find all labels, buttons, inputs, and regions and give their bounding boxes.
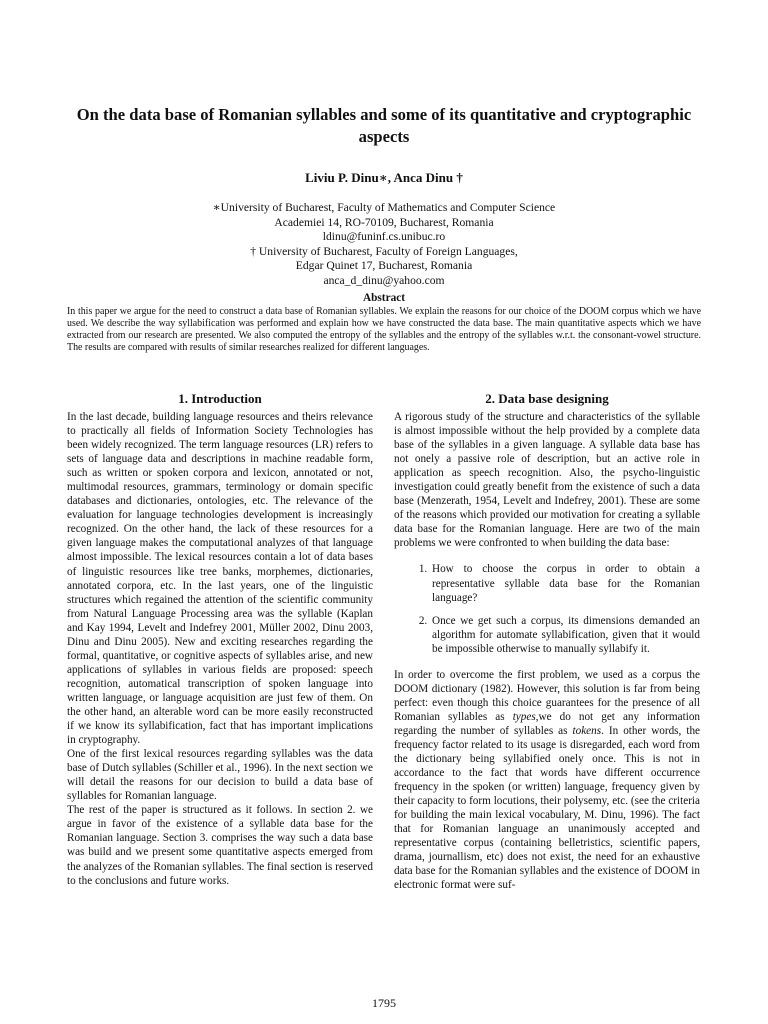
- emphasis-tokens: tokens: [572, 724, 602, 737]
- author-email: anca_d_dinu@yahoo.com: [323, 273, 445, 287]
- author-email: ldinu@funinf.cs.unibuc.ro: [322, 230, 446, 244]
- text-run: In order to overcome the first problem, we used as a corpus the DOOM dictionary (1982). However, this solution is far from being perfect: even though this choice guarantees for the presence of all Romanian syllables as: [394, 668, 700, 723]
- affiliation-line: † University of Bucharest, Faculty of Foreign Languages,: [250, 244, 518, 258]
- section-heading-introduction: 1. Introduction: [178, 391, 262, 406]
- abstract-heading: Abstract: [362, 292, 406, 304]
- affiliation-line: Academiei 14, RO-70109, Bucharest, Romania: [274, 215, 494, 229]
- paper-authors: Liviu P. Dinu∗, Anca Dinu †: [305, 170, 463, 185]
- list-item: 2. Once we get such a corpus, its dimensions demanded an algorithm for automate syllabification, given that it would be impossible otherwise to manually syllabify it.: [430, 614, 700, 656]
- affiliations: [120, 201, 648, 289]
- paragraph: One of the first lexical resources regarding syllables was the data base of Dutch syllables (Schiller et al., 1996). In the next section we will detail the reasons for our decision to build a data base of syllables for Romanian language.: [67, 748, 373, 803]
- affiliation-line: ∗University of Bucharest, Faculty of Mathematics and Computer Science: [212, 201, 556, 214]
- section-heading-data-base-designing: 2. Data base designing: [485, 391, 609, 406]
- paragraph: The rest of the paper is structured as it follows. In section 2. we argue in favor of the existence of a syllable data base for the Romanian language. Section 3. comprises the way such a data base was build and we present some quantitative aspects emerged from the analyzes of the Romanian syllables. The final section is reserved to the conclusions and future works.: [67, 804, 373, 887]
- paragraph: In the last decade, building language resources and theirs relevance to practically all fields of Information Society Technologies has been widely recognized. The term language resources (LR) refers to sets of language data and descriptions in machine readable form, such as written or spoken corpora and lexicon, annotated or not, multimodal resources, grammars, terminology or domain specific databases and dictionaries, ontologies, etc. The relevance of the evaluation for language technologies development is increasingly recognized. On the other hand, the lack of these resources for a given language makes the computational analyzes of that language almost impossible. The lexical resources contain a lot of data bases of linguistic resources like tree banks, morphemes, dictionaries, annotated corpora, etc. In the last years, one of the linguistic structures which regained the attention of the scientific community from Natural Language Processing area was the syllable (Kaplan and Kay 1994, Levelt and Indefrey 2001, Müller 2002, Dinu 2003, Dinu and Dinu 2005). New and exciting researches regarding the formal, quantitative, or cognitive aspects of syllables arise, and new applications of syllables in various fields are proposed: speech recognition, automatical transcription of spoken language into written language, or language acquisition are just few of them. On the other hand, an alterable word can be more easily reconstructed if we know its syllabification, fact that has important implications in cryptography.: [67, 411, 373, 747]
- left-column: [67, 410, 373, 888]
- paragraph: A rigorous study of the structure and characteristics of the syllable is almost impossible without the help provided by a complete data base of the syllables in a given language. A syllable data base has not onely a passive role of description, but an active role in application as speech recognition. Also, the psycho-linguistic investigation could greatly benefit from the existence of such a data base (Menzerath, 1954, Levelt and Indefrey, 2001). These are some of the reasons which provided our motivation for creating a syllable data base for the Romanian language. Here are two of the main problems we were confronted to when building the data base:: [394, 411, 700, 550]
- list-item: 1. How to choose the corpus in order to obtain a representative syllable data base for the Romanian language?: [430, 562, 700, 604]
- paper-title: On the data base of Romanian syllables and some of its quantitative and cryptographic aspects: [76, 105, 692, 146]
- right-column: [394, 410, 700, 893]
- page-number: 1795: [372, 996, 396, 1010]
- affiliation-line: Edgar Quinet 17, Bucharest, Romania: [295, 259, 473, 273]
- text-run: . In other words, the frequency factor related to its usage is disregarded, each word from the dictionary being syllabified onely once. This is not in accordance to the fact that words have different occurrence frequency in the spoken (or written) language, frequency given by their capacity to form locutions, their polysemy, etc. (see the criteria for building the main lexical vocabulary, M. Dinu, 1996). The fact that for Romanian language an unanimously accepted and representative corpus (containing belletristics, scientific papers, drama, journallism, etc) does not exist, the need for an exhaustive data base for the Romanian syllables and the existence of DOOM in electronic format were suf-: [394, 724, 701, 892]
- abstract-text: In this paper we argue for the need to construct a data base of Romanian syllables. We explain the reasons for our choice of the DOOM corpus which we have used. We describe the way syllabification was performed and explain how we have constructed the data base. The main quantitative aspects which we have extracted from our research are presented. We also computed the entropy of the syllables and the entropy of the syllables w.r.t. the consonant-vowel structure. The results are compared with results of similar researches realized for different languages.: [67, 306, 701, 353]
- numbered-list: [394, 562, 700, 655]
- paragraph: [394, 668, 700, 893]
- text-run: ,we do not get any information regarding the number of syllables as: [394, 710, 701, 737]
- emphasis-types: types: [512, 710, 536, 723]
